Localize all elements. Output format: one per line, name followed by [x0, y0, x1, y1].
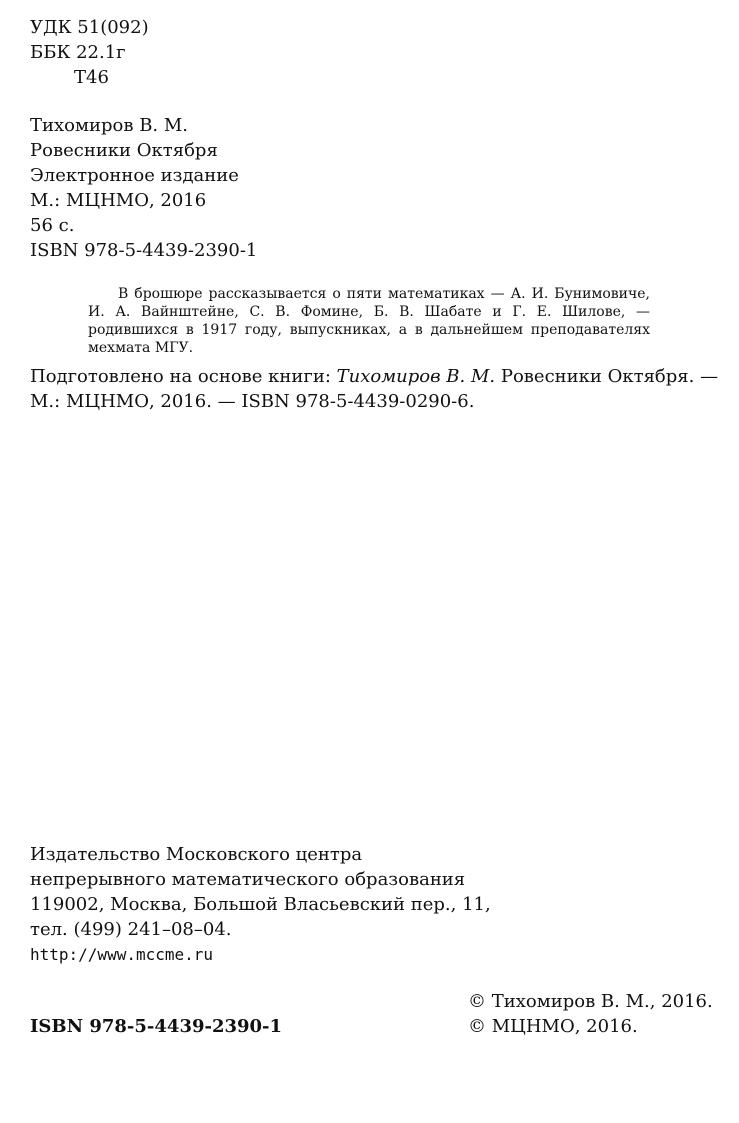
book-pages: 56 с. [30, 215, 75, 236]
prepared-source-imprint: М.: МЦНМО, 2016. — ISBN 978-5-4439-0290-6. [30, 391, 475, 412]
prepared-source-author: Тихомиров В. М. [336, 366, 496, 387]
publisher-address: 119002, Москва, Большой Власьевский пер., 11, [30, 894, 491, 915]
copyright-author: © Тихомиров В. М., 2016. [468, 991, 713, 1012]
bbk-code: ББК 22.1г [30, 42, 126, 63]
copyright-publisher: © МЦНМО, 2016. [468, 1016, 638, 1037]
bibliographic-block [30, 113, 257, 263]
publisher-name-line2: непрерывного математического образования [30, 869, 466, 890]
isbn-footer: ISBN 978-5-4439-2390-1 [30, 1016, 283, 1037]
publisher-url[interactable]: http://www.mccme.ru [30, 945, 214, 964]
publisher-name-line1: Издательство Московского центра [30, 844, 363, 865]
udk-code: УДК 51(092) [30, 17, 149, 38]
author-mark: Т46 [74, 67, 109, 88]
book-imprint: М.: МЦНМО, 2016 [30, 190, 207, 211]
publisher-phone: тел. (499) 241–08–04. [30, 919, 232, 940]
prepared-note [30, 364, 720, 414]
book-title: Ровесники Октября [30, 140, 218, 161]
book-edition: Электронное издание [30, 165, 239, 186]
copyright-block [468, 989, 713, 1039]
annotation: В брошюре рассказывается о пяти математиках — А. И. Бунимовиче, И. А. Вайнштейне, С. В. Фомине, Б. В. Шабате и Г. Е. Шилове, — родившихся в 1917 году, выпускниках, а в дальнейшем преподавателях мехмата МГУ. [88, 286, 650, 356]
book-isbn: ISBN 978-5-4439-2390-1 [30, 240, 258, 261]
book-author: Тихомиров В. М. [30, 115, 189, 136]
prepared-prefix: Подготовлено на основе книги: [30, 366, 337, 387]
publisher-block [30, 842, 491, 967]
classification-block [30, 15, 149, 90]
prepared-source-title: Ровесники Октября. — [495, 366, 719, 387]
